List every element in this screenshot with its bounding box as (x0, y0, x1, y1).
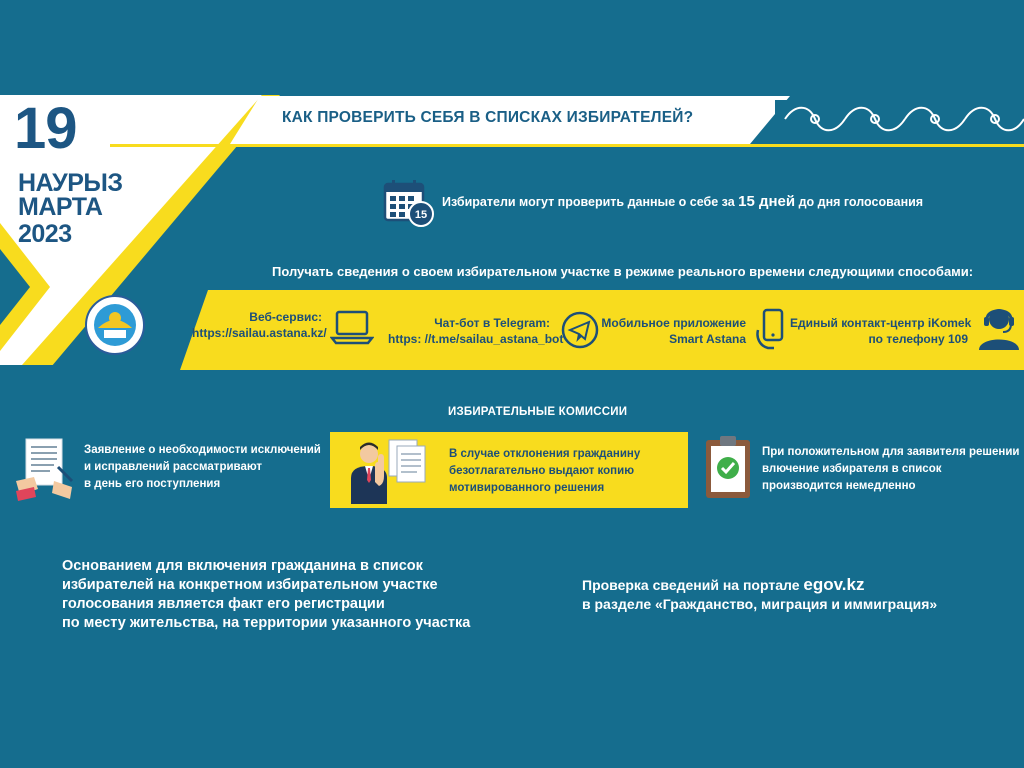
method-app-name: Smart Astana (669, 332, 746, 346)
title-underline (110, 144, 1024, 147)
check-period-prefix: Избиратели могут проверить данные о себе за (442, 195, 739, 209)
portal-prefix: Проверка сведений на портале (582, 577, 804, 593)
commission-item-line: производится немедленно (762, 480, 916, 492)
calendar-icon (383, 178, 435, 228)
method-web-url[interactable]: https://sailau.astana.kz/ (192, 326, 327, 340)
commission-item-review (84, 442, 324, 493)
commission-item-line: влючение избирателя в список (762, 463, 942, 475)
method-web-service (192, 309, 327, 341)
basis-line: избирателей на конкретном избирательном участке (62, 577, 438, 593)
check-period-text (442, 192, 923, 212)
check-period-suffix: до дня голосования (795, 195, 924, 209)
laptop-icon (330, 306, 374, 346)
headset-operator-icon (975, 302, 1023, 350)
date-year: 2023 (18, 220, 72, 248)
commission-item-approval (762, 444, 1024, 495)
commission-item-line: безотлагательно выдают копию (449, 465, 635, 477)
method-telegram-url[interactable]: https: //t.me/sailau_astana_bot (388, 332, 564, 346)
method-telegram-title: Чат-бот в Telegram: (434, 316, 550, 330)
method-mobile-app (598, 315, 746, 347)
method-call-title: Единый контакт-центр iKomek (790, 316, 972, 330)
election-commission-emblem-icon (82, 294, 148, 356)
method-web-title: Веб-сервис: (249, 310, 322, 324)
check-period-days: 15 дней (738, 193, 796, 210)
commission-item-line: и исправлений рассматривают (84, 461, 263, 473)
methods-heading: Получать сведения о своем избирательном участке в режиме реального времени следующими способами: (272, 264, 974, 279)
commission-item-line: в день его поступления (84, 478, 221, 490)
date-month-kazakh: НАУРЫЗ (18, 169, 123, 197)
commission-item-line: Заявление о необходимости исключений (84, 444, 321, 456)
method-app-title: Мобильное приложение (601, 316, 746, 330)
calendar-badge: 15 (414, 209, 428, 221)
commission-item-line: В случае отклонения гражданину (449, 448, 641, 460)
registration-basis-text (62, 557, 502, 633)
method-contact-center (790, 315, 972, 347)
method-telegram (388, 315, 564, 347)
application-document-icon (14, 437, 76, 501)
portal-check-text (582, 575, 1012, 614)
clipboard-check-icon (704, 434, 752, 500)
official-stop-hand-icon (343, 436, 435, 504)
telegram-icon (560, 310, 600, 350)
portal-section: в разделе «Гражданство, миграция и иммиграция» (582, 596, 938, 612)
basis-line: Основанием для включения гражданина в список (62, 558, 423, 574)
commissions-heading: ИЗБИРАТЕЛЬНЫЕ КОМИССИИ (448, 406, 628, 418)
ornament-pattern-icon (775, 100, 1024, 138)
smartphone-icon (754, 308, 788, 350)
portal-site-link[interactable]: egov.kz (803, 575, 865, 594)
commission-item-rejection (449, 446, 679, 497)
basis-line: по месту жительства, на территории указанного участка (62, 615, 471, 631)
commission-item-line: При положительном для заявителя решении (762, 446, 1020, 458)
commission-item-line: мотивированного решения (449, 482, 605, 494)
page-title: КАК ПРОВЕРИТЬ СЕБЯ В СПИСКАХ ИЗБИРАТЕЛЕЙ? (282, 109, 694, 126)
date-month-russian: МАРТА (18, 193, 103, 221)
method-call-phone: по телефону 109 (868, 332, 968, 346)
basis-line: голосования является факт его регистрации (62, 596, 385, 612)
date-day: 19 (14, 96, 77, 161)
